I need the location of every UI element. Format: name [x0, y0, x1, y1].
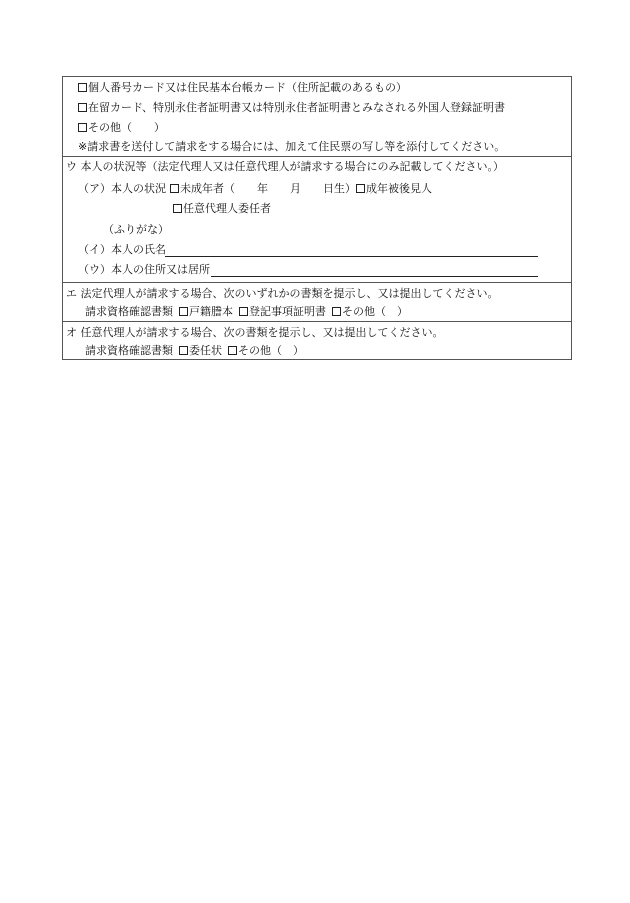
id-doc-note: ※請求書を送付して請求をする場合には、加えて住民票の写し等を添付してください。 [78, 140, 506, 153]
checkbox[interactable] [332, 307, 341, 316]
option-label: 委任状 [189, 344, 222, 357]
address-input-line[interactable] [211, 276, 538, 277]
section-header: オ 任意代理人が請求する場合、次の書類を提示し、又は提出してください。 [66, 326, 444, 339]
checkbox[interactable] [173, 204, 182, 213]
option-label: 任意代理人委任者 [183, 202, 271, 215]
principal-status-section [63, 157, 571, 283]
option-label: 登記事項証明書 [249, 305, 326, 318]
name-label: （イ）本人の氏名 [78, 243, 166, 256]
status-row [78, 182, 432, 196]
option-label: 成年被後見人 [366, 182, 432, 195]
status-option-voluntary-delegator[interactable] [173, 202, 271, 216]
checkbox[interactable] [356, 184, 365, 193]
status-option-adult-guardian[interactable] [356, 182, 432, 195]
checkbox[interactable] [78, 123, 87, 132]
furigana-label: （ふりがな） [103, 223, 169, 236]
checkbox[interactable] [78, 103, 87, 112]
checkbox[interactable] [228, 346, 237, 355]
legal-rep-docs-row [85, 305, 408, 319]
legal-rep-option-other[interactable] [332, 305, 408, 318]
option-label: 未成年者（ 年 月 日生） [180, 182, 356, 195]
status-label: （ア）本人の状況 [78, 182, 166, 195]
vol-rep-option-power-of-attorney[interactable] [179, 344, 222, 357]
id-doc-option-mynumber[interactable] [78, 81, 407, 95]
legal-rep-option-family-register[interactable] [179, 305, 233, 318]
option-label: 在留カード、特別永住者証明書又は特別永住者証明書とみなされる外国人登録証明書 [88, 101, 506, 114]
name-input-line[interactable] [165, 256, 538, 257]
vol-rep-docs-row [85, 344, 304, 358]
section-header: ウ 本人の状況等（法定代理人又は任意代理人が請求する場合にのみ記載してください。） [66, 160, 504, 173]
option-label: 個人番号カード又は住民基本台帳カード（住所記載のあるもの） [88, 81, 407, 94]
voluntary-representative-section [63, 322, 571, 360]
legal-representative-section [63, 283, 571, 322]
address-label: （ウ）本人の住所又は居所 [78, 263, 210, 276]
section-header: エ 法定代理人が請求する場合、次のいずれかの書類を提示し、又は提出してください。 [66, 287, 499, 300]
doc-label: 請求資格確認書類 [85, 305, 173, 318]
option-label: その他（ ） [88, 121, 165, 134]
vol-rep-option-other[interactable] [228, 344, 304, 357]
id-documents-section [63, 77, 571, 157]
request-form-table [62, 76, 572, 360]
legal-rep-option-registry-certificate[interactable] [239, 305, 326, 318]
checkbox[interactable] [78, 83, 87, 92]
checkbox[interactable] [179, 307, 188, 316]
checkbox[interactable] [179, 346, 188, 355]
status-option-minor[interactable] [170, 182, 356, 195]
id-doc-option-other[interactable] [78, 121, 165, 135]
option-label: その他（ ） [342, 305, 408, 318]
checkbox[interactable] [239, 307, 248, 316]
checkbox[interactable] [170, 184, 179, 193]
id-doc-option-residence-card[interactable] [78, 101, 505, 115]
option-label: その他（ ） [238, 344, 304, 357]
doc-label: 請求資格確認書類 [85, 344, 173, 357]
option-label: 戸籍謄本 [189, 305, 233, 318]
